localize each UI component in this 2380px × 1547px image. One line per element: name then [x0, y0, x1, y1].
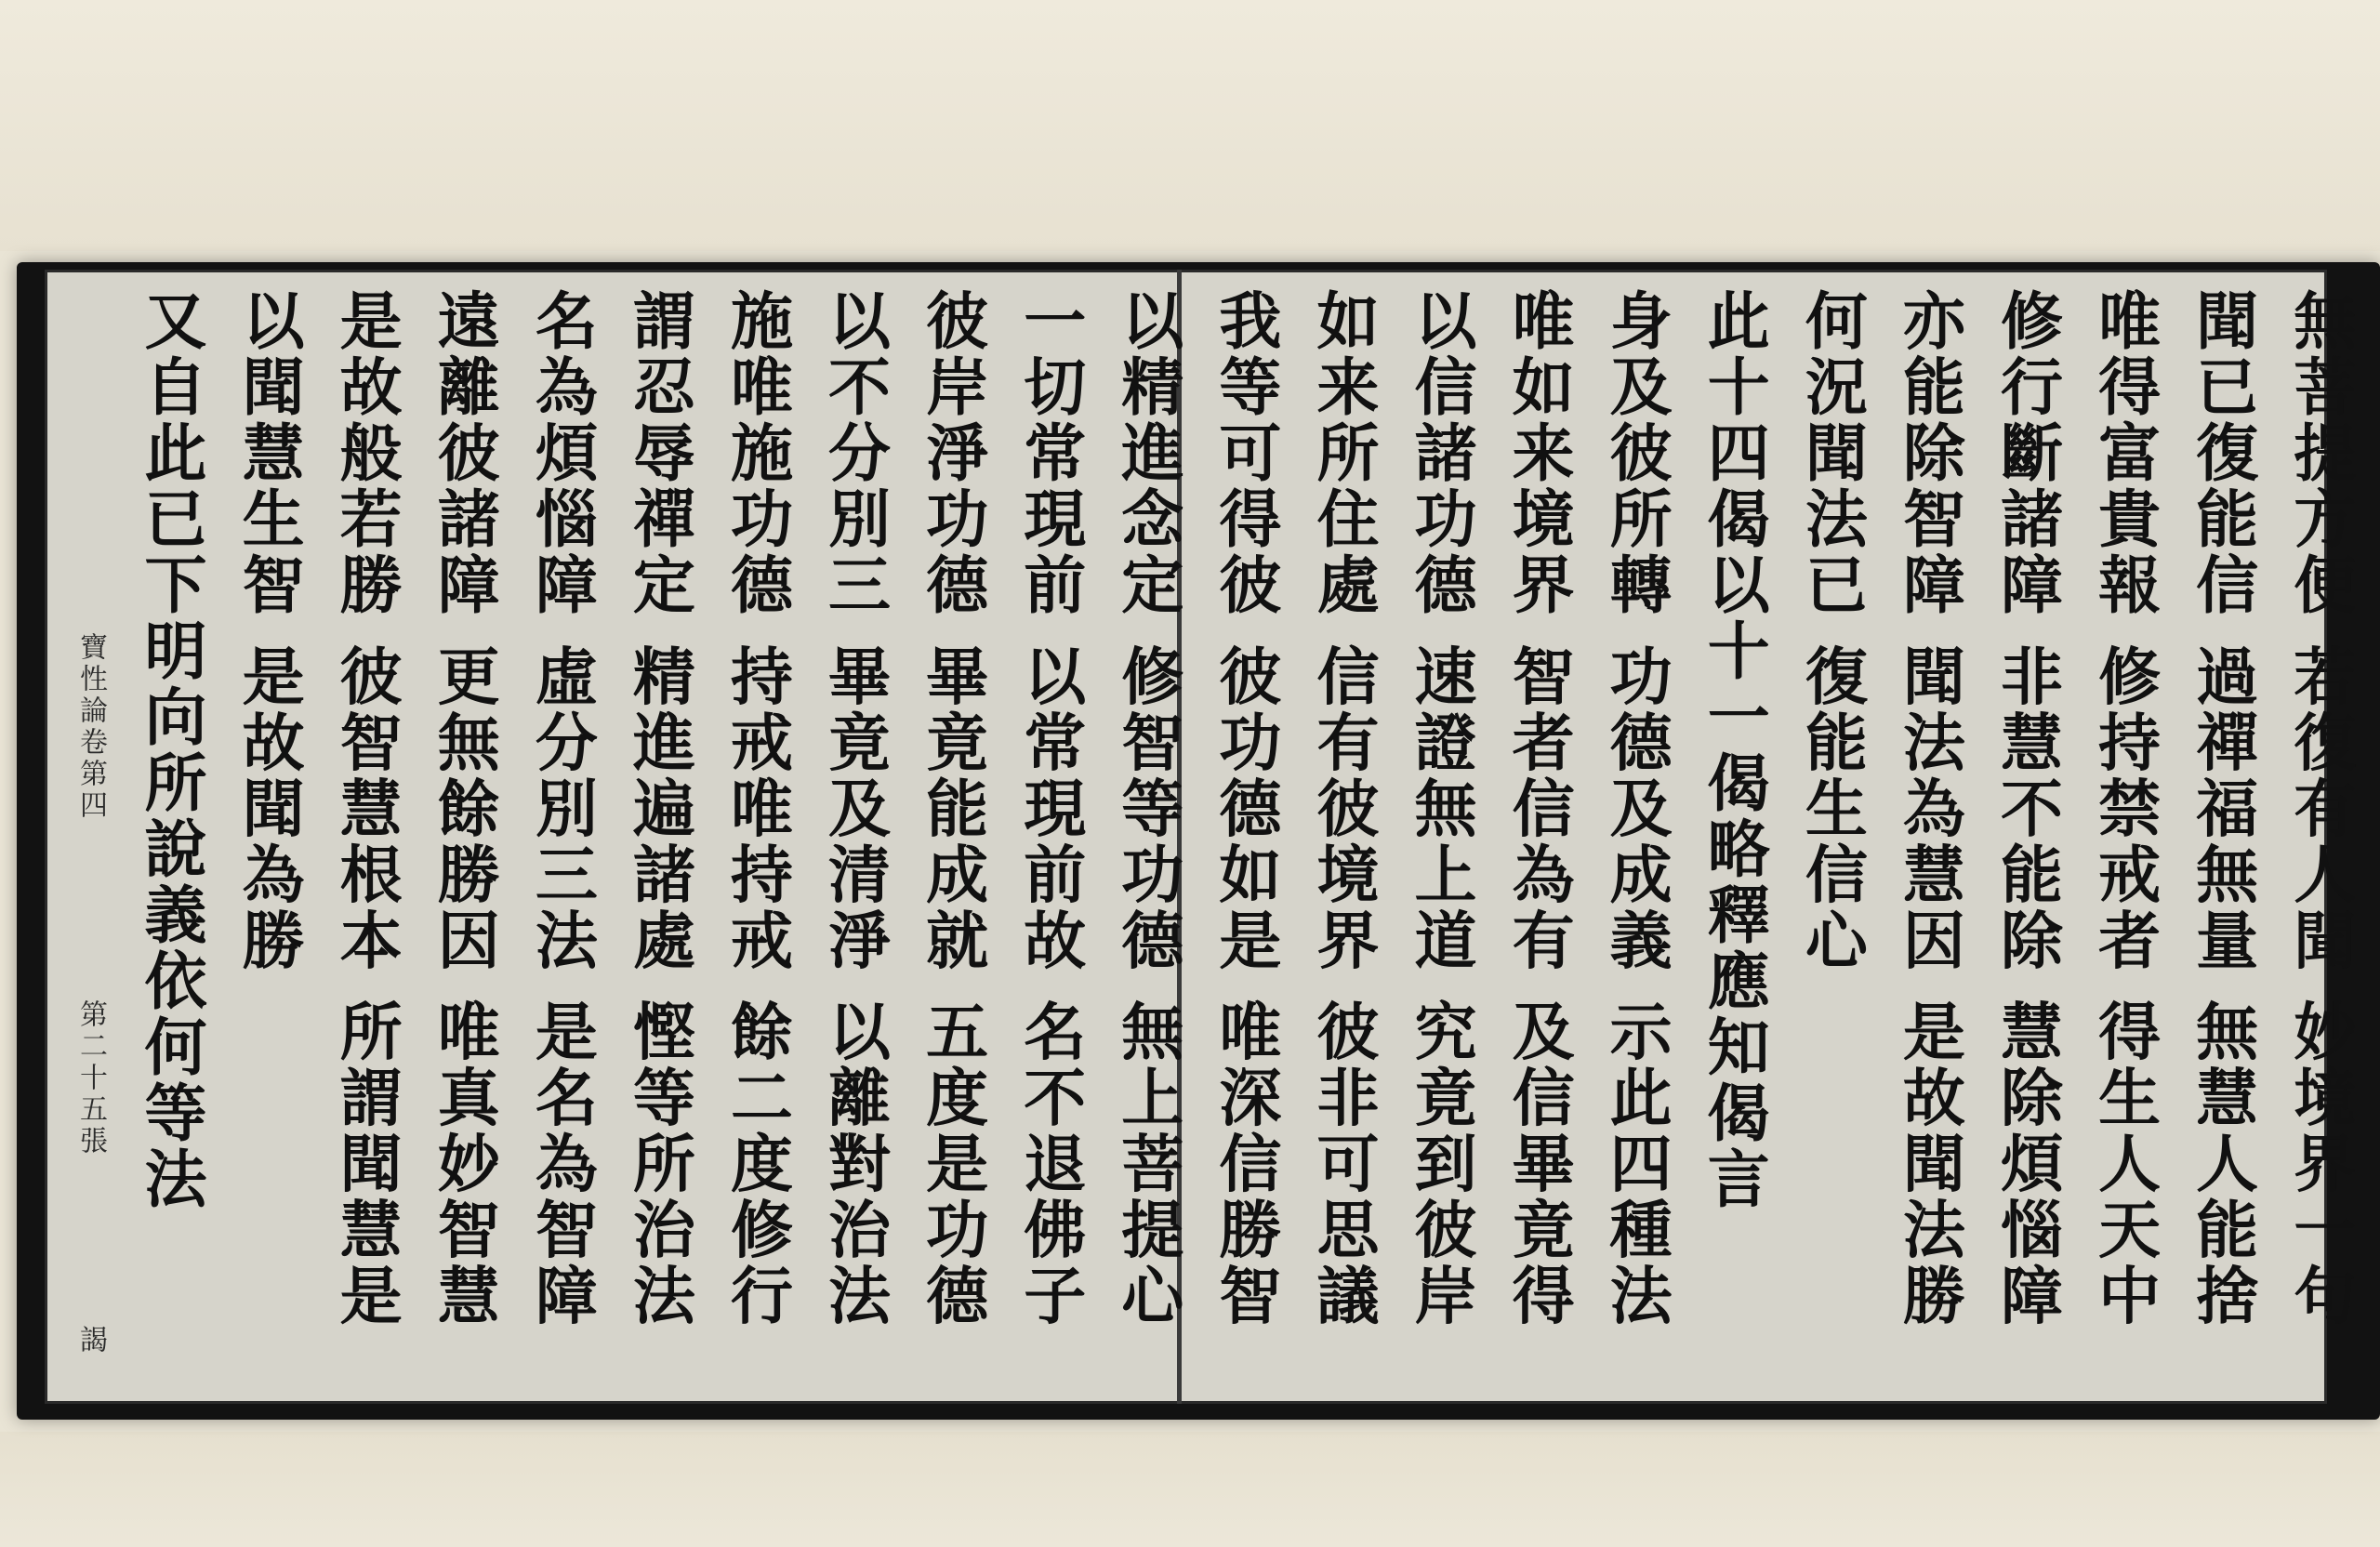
text-column: 何況聞法已 復能生信心: [1795, 288, 1870, 974]
paper-bottom-margin: [0, 1432, 2380, 1547]
text-column: 無菩提方便 若復有人聞 妙境界一句: [2283, 288, 2358, 1329]
text-column: 修行斷諸障 非慧不能除 慧除煩惱障: [1990, 288, 2065, 1329]
text-column: 此十四偈以十一偈略釋應知偈言: [1698, 288, 1772, 1212]
text-column: 施唯施功德 持戒唯持戒 餘二度修行: [721, 288, 795, 1329]
text-column: 亦能除智障 聞法為慧因 是故聞法勝: [1893, 288, 1967, 1329]
text-column: 以精進念定 修智等功德 無上菩提心: [1111, 288, 1185, 1329]
text-column: 以信諸功德 速證無上道 究竟到彼岸: [1405, 288, 1479, 1329]
text-column: 又自此已下明向所說義依何等法: [135, 288, 208, 1212]
text-column: 聞已復能信 過禪福無量 無慧人能捨: [2186, 288, 2260, 1329]
margin-book-title: 寶性論卷第四: [74, 632, 107, 822]
main-text-block: [121, 288, 2358, 1357]
text-column: 遠離彼諸障 更無餘勝因 唯真妙智慧: [428, 288, 502, 1329]
text-column: 唯得富貴報 修持禁戒者 得生人天中: [2088, 288, 2162, 1329]
text-column: 是故般若勝 彼智慧根本 所謂聞慧是: [330, 288, 404, 1329]
text-column: 名為煩惱障 虛分別三法 是名為智障: [525, 288, 600, 1329]
text-column: 以不分別三 畢竟及清淨 以離對治法: [818, 288, 892, 1329]
margin-carver-mark: 謁: [74, 1325, 107, 1353]
margin-page-number: 第二十五張: [74, 999, 107, 1157]
text-column: 一切常現前 以常現前故 名不退佛子: [1013, 288, 1088, 1329]
text-column: 彼岸淨功德 畢竟能成就 五度是功德: [916, 288, 990, 1329]
text-column: 我等可得彼 彼功德如是 唯深信勝智: [1209, 288, 1283, 1329]
text-column: 謂忍辱禪定 精進遍諸處 慳等所治法: [623, 288, 697, 1329]
text-column: 唯如来境界 智者信為有 及信畢竟得: [1502, 288, 1577, 1329]
text-column: 身及彼所轉 功德及成義 示此四種法: [1600, 288, 1674, 1329]
paper-top-margin: [0, 0, 2380, 251]
text-column: 以聞慧生智 是故聞為勝: [232, 288, 307, 974]
text-column: 如来所住處 信有彼境界 彼非可思議: [1306, 288, 1381, 1329]
